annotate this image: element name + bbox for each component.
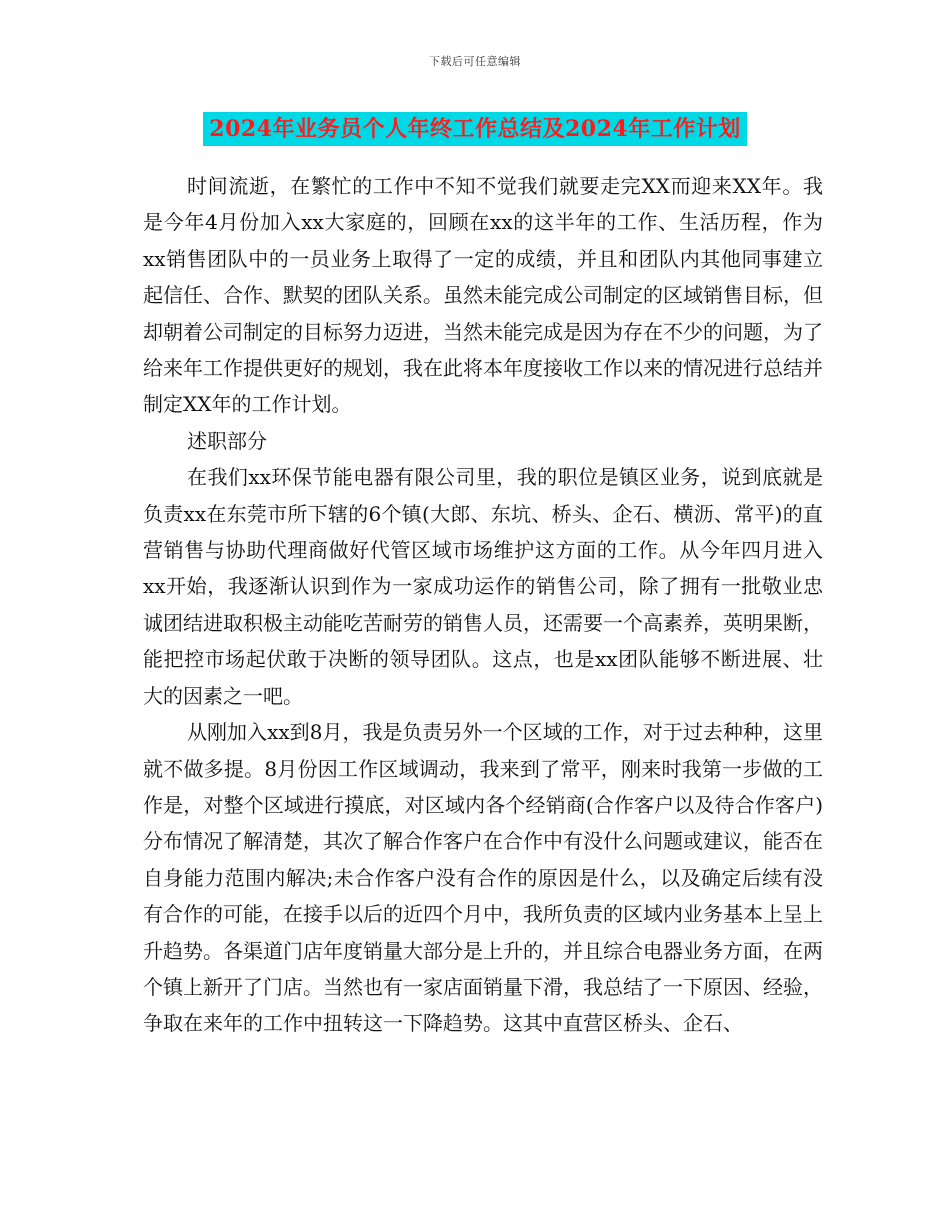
document-title: 2024年业务员个人年终工作总结及2024年工作计划	[203, 112, 746, 146]
body-paragraph-2: 在我们xx环保节能电器有限公司里，我的职位是镇区业务，说到底就是负责xx在东莞市所下辖的6个镇(大郎、东坑、桥头、企石、横沥、常平)的直营销售与协助代理商做好代管区域市场维护这方面的工作。从今年四月进入xx开始，我逐渐认识到作为一家成功运作的销售公司，除了拥有一批敬业忠诚团结进取积极主动能吃苦耐劳的销售人员，还需要一个高素养，英明果断，能把控市场起伏敢于决断的领导团队。这点，也是xx团队能够不断进展、壮大的因素之一吧。	[143, 465, 823, 708]
document-body	[143, 168, 823, 1042]
intro-paragraph: 时间流逝，在繁忙的工作中不知不觉我们就要走完XX而迎来XX年。我是今年4月份加入xx大家庭的，回顾在xx的这半年的工作、生活历程，作为xx销售团队中的一员业务上取得了一定的成绩，并且和团队内其他同事建立起信任、合作、默契的团队关系。虽然未能完成公司制定的区域销售目标，但却朝着公司制定的目标努力迈进，当然未能完成是因为存在不少的问题，为了给来年工作提供更好的规划，我在此将本年度接收工作以来的情况进行总结并制定XX年的工作计划。	[143, 174, 823, 417]
header-note: 下载后可任意编辑	[429, 55, 521, 68]
body-paragraph-3: 从刚加入xx到8月，我是负责另外一个区域的工作，对于过去种种，这里就不做多提。8月份因工作区域调动，我来到了常平，刚来时我第一步做的工作是，对整个区域进行摸底，对区域内各个经销商(合作客户以及待合作客户)分布情况了解清楚，其次了解合作客户在合作中有没什么问题或建议，能否在自身能力范围内解决;未合作客户没有合作的原因是什么，以及确定后续有没有合作的可能，在接手以后的近四个月中，我所负责的区域内业务基本上呈上升趋势。各渠道门店年度销量大部分是上升的，并且综合电器业务方面，在两个镇上新开了门店。当然也有一家店面销量下滑，我总结了一下原因、经验，争取在来年的工作中扭转这一下降趋势。这其中直营区桥头、企石、	[143, 720, 823, 1036]
title-wrap	[0, 112, 950, 146]
section-heading: 述职部分	[187, 428, 267, 453]
